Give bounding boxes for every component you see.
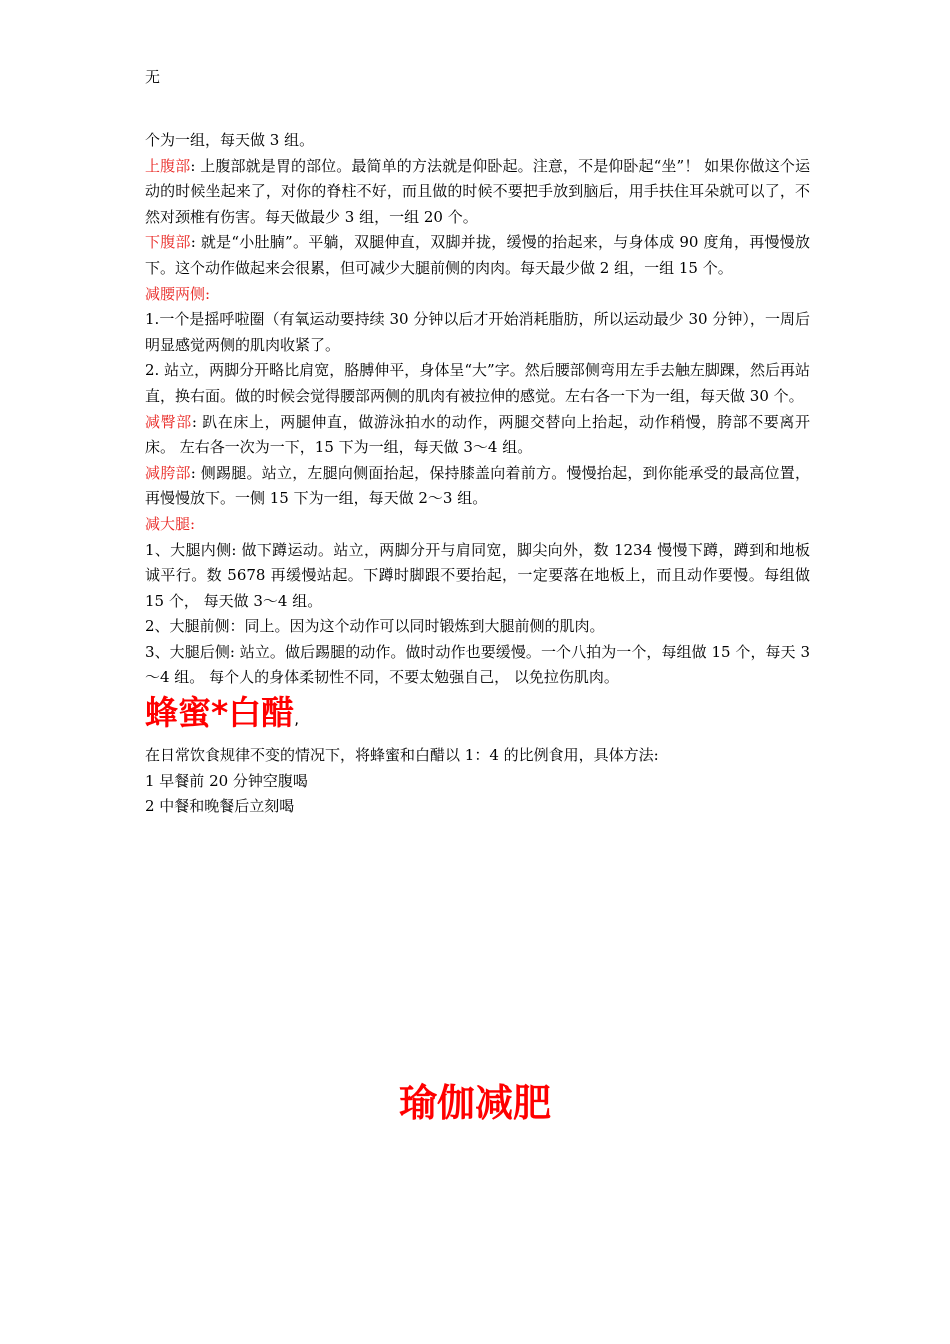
paragraph-hips xyxy=(145,461,810,512)
paragraph-text: : 侧踢腿。站立，左腿向侧面抬起，保持膝盖向着前方。慢慢抬起，到你能承受的最高位置，再慢慢放下。一侧 15 下为一组，每天做 2～3 组。 xyxy=(145,463,810,508)
paragraph-upper-abdomen xyxy=(145,154,810,231)
heading-thighs xyxy=(145,512,810,538)
method-step-1: 1 早餐前 20 分钟空腹喝 xyxy=(145,771,308,790)
paragraph-label: 减腰两侧: xyxy=(145,284,211,303)
paragraph-label: 上腹部 xyxy=(145,156,191,175)
paragraph-inner-thigh xyxy=(145,538,810,615)
section-title-comma: , xyxy=(294,710,300,729)
paragraph-buttocks xyxy=(145,410,810,461)
section-title-honey-vinegar xyxy=(145,691,810,741)
paragraph-intro xyxy=(145,128,810,154)
paragraph-waist-2 xyxy=(145,358,810,409)
paragraph-text: : 上腹部就是胃的部位。最简单的方法就是仰卧起。注意，不是仰卧起“坐”！ 如果你做这个运动的时候坐起来了，对你的脊柱不好，而且做的时候不要把手放到脑后，用手扶住耳朵就可以了，不然对颈椎有伤害。每天做最少 3 组，一组 20 个。 xyxy=(145,156,810,226)
paragraph-text: 3、大腿后侧: 站立。做后踢腿的动作。做时动作也要缓慢。一个八拍为一个，每组做 15 个，每天 3～4 组。 每个人的身体柔韧性不同，不要太勉强自己， 以免拉伤肌肉。 xyxy=(145,642,810,687)
paragraph-back-thigh xyxy=(145,640,810,691)
paragraph-label: 下腹部 xyxy=(145,233,191,252)
paragraph-lower-abdomen xyxy=(145,230,810,281)
method-intro: 在日常饮食规律不变的情况下，将蜂蜜和白醋以 1：4 的比例食用，具体方法: xyxy=(145,746,659,765)
page-header: 无 xyxy=(145,68,161,86)
paragraph-text: 2. 站立，两脚分开略比肩宽，胳膊伸平，身体呈“大”字。然后腰部侧弯用左手去触左脚踝，然后再站直，换右面。做的时候会觉得腰部两侧的肌肉有被拉伸的感觉。左右各一下为一组，每天做 30 个。 xyxy=(145,361,810,405)
paragraph-text: 1、大腿内侧: 做下蹲运动。站立，两脚分开与肩同宽，脚尖向外，数 1234 慢慢下蹲，蹲到和地板诚平行。数 5678 再缓慢站起。下蹲时脚跟不要抬起，一定要落在地板上，而且动作要慢。每组做 15 个， 每天做 3～4 组。 xyxy=(145,540,810,610)
section-title-yoga: 瑜伽减肥 xyxy=(398,1081,551,1125)
paragraph-text: 个为一组，每天做 3 组。 xyxy=(145,131,315,149)
paragraph-label: 减大腿: xyxy=(145,514,196,533)
paragraph-text: 2、大腿前侧：同上。因为这个动作可以同时锻炼到大腿前侧的肌肉。 xyxy=(145,617,605,636)
paragraph-waist-1 xyxy=(145,307,810,358)
paragraph-text: 1.一个是摇呼啦圈（有氧运动要持续 30 分钟以后才开始消耗脂肪，所以运动最少 30 分钟），一周后明显感觉两侧的肌肉收紧了。 xyxy=(145,310,810,354)
paragraph-text: : 趴在床上，两腿伸直，做游泳拍水的动作，两腿交替向上抬起，动作稍慢，胯部不要离开床。 左右各一次为一下，15 下为一组，每天做 3～4 组。 xyxy=(145,412,810,457)
paragraph-label: 减胯部 xyxy=(145,463,191,482)
section-title-text: 蜂蜜*白醋 xyxy=(145,693,295,733)
paragraph-front-thigh xyxy=(145,614,810,640)
paragraph-label: 减臀部 xyxy=(145,412,192,431)
method-step-2: 2 中餐和晚餐后立刻喝 xyxy=(145,797,295,816)
paragraph-text: : 就是“小肚腩”。平躺，双腿伸直，双脚并拢，缓慢的抬起来，与身体成 90 度角，再慢慢放下。这个动作做起来会很累，但可减少大腿前侧的肉肉。每天最少做 2 组，一组 15 个。 xyxy=(145,233,810,277)
heading-waist-sides xyxy=(145,282,810,308)
document-body xyxy=(145,128,810,820)
